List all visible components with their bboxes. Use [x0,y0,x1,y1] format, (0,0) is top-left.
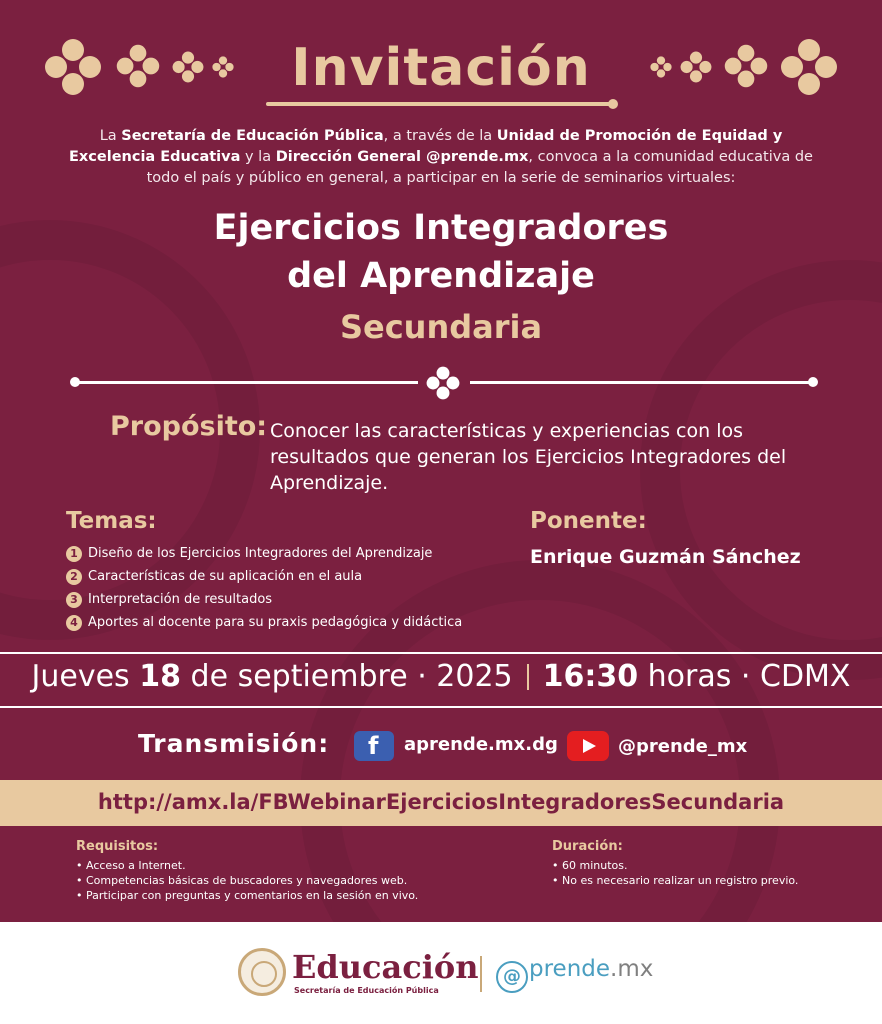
purpose-label: Propósito: [110,411,268,442]
sep-logo-subtitle: Secretaría de Educación Pública [294,986,439,995]
facebook-icon[interactable] [354,731,394,761]
schedule-day: Jueves [31,659,130,694]
list-item: • Participar con preguntas y comentarios en la sesión en vivo. [76,889,419,902]
purpose-text: Conocer las características y experiencias con los resultados que generan los Ejercicios Integradores del Aprendizaje. [270,420,787,494]
topic-text: Aportes al docente para su praxis pedagógica y didáctica [88,615,463,630]
footer-separator [480,956,482,992]
number-badge: 3 [66,592,82,608]
aprende-logo [496,956,653,993]
duration-list [552,858,798,888]
divider-line [470,381,814,384]
event-title-line1: Ejercicios Integradores [213,208,669,248]
schedule-month: de septiembre [190,659,408,694]
event-title-line2: del Aprendizaje [287,256,595,296]
intro-text: , a través de la [383,128,497,144]
intro-org-unit: Unidad de Promoción de Equidad y Excelencia Educativa [69,128,783,165]
speaker-name: Enrique Guzmán Sánchez [530,546,801,568]
requirements-label: Requisitos: [76,839,159,854]
schedule-top-line [0,652,882,654]
aprende-at-icon: @ [496,961,528,993]
youtube-icon[interactable] [567,731,609,761]
intro-org-aprende: Dirección General @prende.mx [275,149,529,165]
topic-text: Interpretación de resultados [88,592,273,607]
divider-dot [808,377,818,387]
topic-item [66,611,462,634]
flower-ornament-icon [426,366,460,400]
intro-text: , convoca a la comunidad educativa de todo el país y público en general, a participar en la serie de seminarios virtuales: [146,149,813,186]
event-title [0,204,882,300]
topics-label: Temas: [66,508,157,534]
schedule-zone: CDMX [760,659,851,694]
topics-list [66,542,462,634]
aprende-mx: .mx [610,956,654,982]
title-underline [266,102,612,106]
facebook-link[interactable]: aprende.mx.dg [404,734,558,755]
list-item: • 60 minutos. [552,859,628,872]
schedule-time: 16:30 [542,659,639,694]
schedule-separator [527,664,529,690]
educacion-logo-text: Educación [292,948,479,986]
list-item: • Competencias básicas de buscadores y navegadores web. [76,874,408,887]
requirements-list [76,858,418,903]
intro-paragraph [60,126,822,189]
topic-text: Características de su aplicación en el aula [88,569,363,584]
aprende-word: prende [529,956,611,982]
list-item: • No es necesario realizar un registro previo. [552,874,799,887]
youtube-link[interactable]: @prende_mx [618,736,748,757]
schedule-row: Jueves 18 de septiembre · 2025 16:30 horas · CDMX [31,659,851,694]
list-item: • Acceso a Internet. [76,859,186,872]
intro-text: La [99,128,122,144]
topic-text: Diseño de los Ejercicios Integradores del Aprendizaje [88,546,433,561]
transmission-label: Transmisión: [138,729,330,758]
divider-dot [70,377,80,387]
duration-text: No es necesario realizar un registro previo. [562,874,799,887]
intro-text: y la [240,149,276,165]
event-level: Secundaria [339,308,543,346]
intro-org-sep: Secretaría de Educación Pública [121,128,384,144]
government-seal-icon [238,948,286,996]
schedule-hours-label: horas [647,659,732,694]
divider-line [74,381,418,384]
number-badge: 4 [66,615,82,631]
duration-text: 60 minutos. [562,859,628,872]
topic-item [66,542,462,565]
number-badge: 2 [66,569,82,585]
speaker-label: Ponente: [530,508,647,534]
schedule-year: 2025 [436,659,513,694]
number-badge: 1 [66,546,82,562]
topic-item [66,565,462,588]
duration-label: Duración: [552,839,623,854]
schedule-bottom-line [0,706,882,708]
invitation-title: Invitación [291,38,591,98]
requirement-text: Competencias básicas de buscadores y navegadores web. [86,874,408,887]
requirement-text: Participar con preguntas y comentarios en la sesión en vivo. [86,889,419,902]
topic-item [66,588,462,611]
schedule-date: 18 [139,659,181,694]
requirement-text: Acceso a Internet. [86,859,186,872]
webinar-url-link[interactable]: http://amx.la/FBWebinarEjerciciosIntegradoresSecundaria [97,790,785,814]
